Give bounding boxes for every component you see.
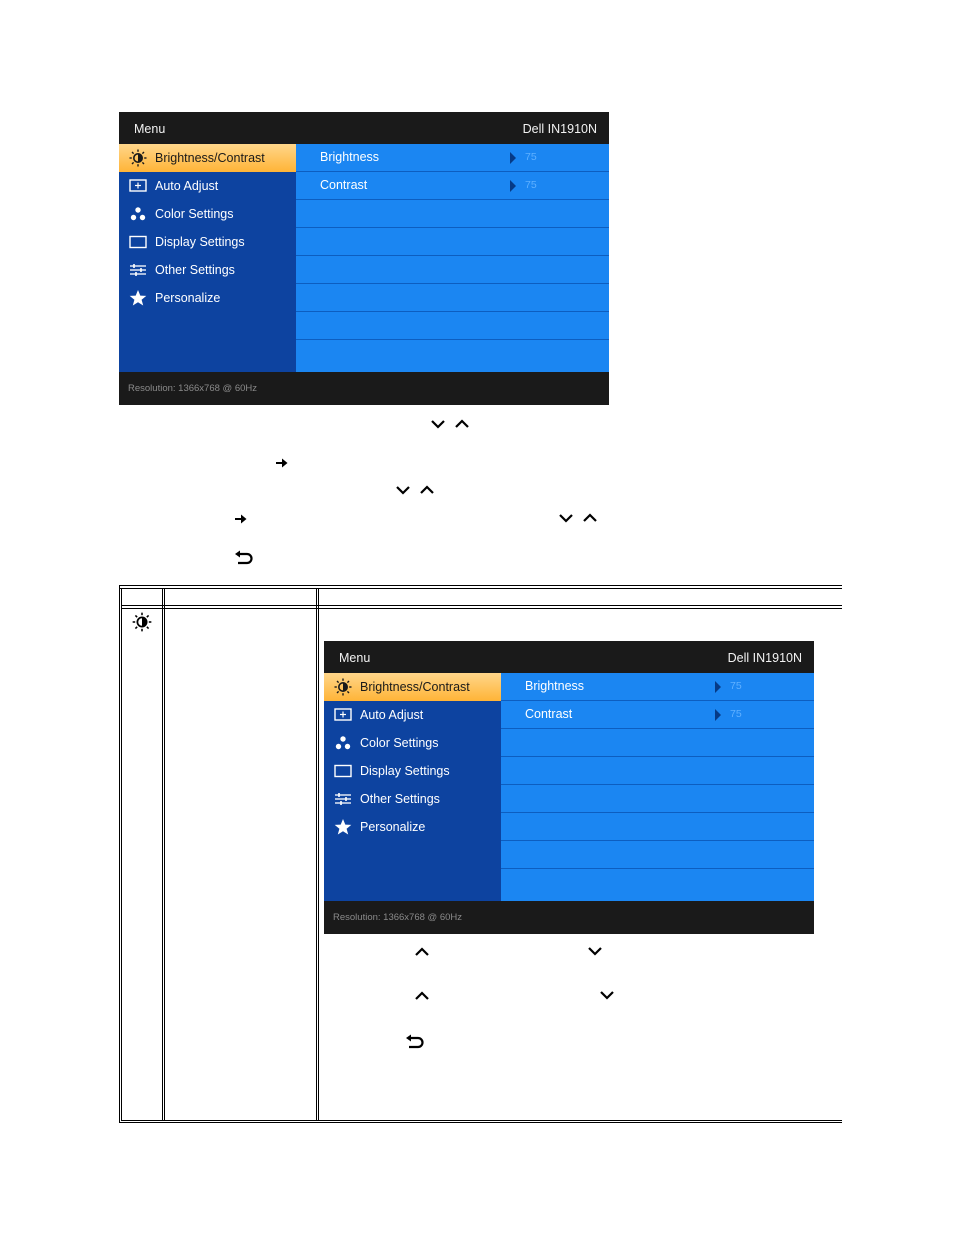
triangle-right-icon xyxy=(715,681,721,693)
submenu-row-empty xyxy=(501,757,814,785)
back-icon xyxy=(405,1034,425,1052)
chevron-down-icon xyxy=(430,416,446,432)
chevron-down-icon xyxy=(395,482,411,498)
submenu-row-contrast[interactable] xyxy=(501,701,814,729)
osd-menu-screenshot-1 xyxy=(119,112,609,405)
menu-item-auto-adjust[interactable] xyxy=(324,701,501,729)
auto-adjust-icon xyxy=(128,177,148,195)
submenu-row-empty xyxy=(501,813,814,841)
submenu-label: Brightness xyxy=(525,679,585,693)
color-settings-icon xyxy=(333,734,353,752)
osd-title: Menu xyxy=(134,122,166,136)
submenu-row-empty xyxy=(296,312,609,340)
resolution-text: Resolution: 1366x768 @ 60Hz xyxy=(333,912,463,923)
display-settings-icon xyxy=(128,233,148,251)
osd-header xyxy=(324,641,814,673)
submenu-row-empty xyxy=(501,785,814,813)
other-settings-icon xyxy=(128,261,148,279)
menu-item-personalize[interactable] xyxy=(119,284,296,312)
submenu-value: 75 xyxy=(730,708,742,720)
chevron-up-icon xyxy=(454,416,470,432)
menu-item-label: Other Settings xyxy=(155,263,235,277)
menu-item-label: Auto Adjust xyxy=(360,708,424,722)
menu-item-other-settings[interactable] xyxy=(324,785,501,813)
chevron-up-icon xyxy=(414,944,430,960)
submenu-row-empty xyxy=(296,284,609,312)
auto-adjust-icon xyxy=(333,706,353,724)
menu-item-label: Display Settings xyxy=(155,235,245,249)
star-icon xyxy=(333,818,353,836)
chevron-down-icon xyxy=(599,987,615,1003)
chevron-up-icon xyxy=(582,510,598,526)
osd-model: Dell IN1910N xyxy=(727,651,802,665)
arrow-right-icon xyxy=(233,511,249,527)
submenu-row-empty xyxy=(296,200,609,228)
osd-footer xyxy=(324,901,814,934)
submenu-label: Contrast xyxy=(525,707,573,721)
other-settings-icon xyxy=(333,790,353,808)
menu-item-display-settings[interactable] xyxy=(119,228,296,256)
menu-item-label: Other Settings xyxy=(360,792,440,806)
submenu-row-empty xyxy=(501,729,814,757)
menu-item-personalize[interactable] xyxy=(324,813,501,841)
arrow-right-icon xyxy=(274,455,290,471)
submenu-row-brightness[interactable] xyxy=(296,144,609,172)
osd-menu-screenshot-2 xyxy=(324,641,814,934)
submenu-value: 75 xyxy=(525,151,537,163)
menu-item-label: Brightness/Contrast xyxy=(155,151,265,165)
brightness-icon xyxy=(333,678,353,696)
osd-submenu xyxy=(501,673,814,901)
osd-title: Menu xyxy=(339,651,371,665)
submenu-value: 75 xyxy=(730,680,742,692)
color-settings-icon xyxy=(128,205,148,223)
submenu-label: Brightness xyxy=(320,150,380,164)
display-settings-icon xyxy=(333,762,353,780)
back-icon xyxy=(234,550,254,568)
menu-item-label: Personalize xyxy=(360,820,426,834)
triangle-right-icon xyxy=(715,709,721,721)
triangle-right-icon xyxy=(510,152,516,164)
menu-item-color-settings[interactable] xyxy=(324,729,501,757)
triangle-right-icon xyxy=(510,180,516,192)
chevron-up-icon xyxy=(419,482,435,498)
submenu-row-empty xyxy=(501,869,814,896)
osd-submenu xyxy=(296,144,609,372)
submenu-value: 75 xyxy=(525,179,537,191)
submenu-row-empty xyxy=(296,228,609,256)
resolution-text: Resolution: 1366x768 @ 60Hz xyxy=(128,383,258,394)
menu-item-label: Brightness/Contrast xyxy=(360,680,470,694)
menu-item-label: Color Settings xyxy=(360,736,439,750)
submenu-row-brightness[interactable] xyxy=(501,673,814,701)
osd-main-menu xyxy=(119,144,296,372)
menu-item-label: Auto Adjust xyxy=(155,179,219,193)
osd-header xyxy=(119,112,609,144)
menu-item-label: Color Settings xyxy=(155,207,234,221)
menu-item-color-settings[interactable] xyxy=(119,200,296,228)
menu-item-display-settings[interactable] xyxy=(324,757,501,785)
osd-main-menu xyxy=(324,673,501,901)
menu-item-label: Display Settings xyxy=(360,764,450,778)
menu-item-other-settings[interactable] xyxy=(119,256,296,284)
brightness-icon xyxy=(128,149,148,167)
submenu-row-empty xyxy=(501,841,814,869)
menu-item-brightness-contrast[interactable] xyxy=(324,673,501,701)
submenu-row-contrast[interactable] xyxy=(296,172,609,200)
submenu-row-empty xyxy=(296,256,609,284)
osd-footer xyxy=(119,372,609,405)
menu-item-label: Personalize xyxy=(155,291,221,305)
chevron-down-icon xyxy=(587,943,603,959)
submenu-row-empty xyxy=(296,340,609,367)
submenu-label: Contrast xyxy=(320,178,368,192)
brightness-icon xyxy=(131,612,153,632)
menu-item-auto-adjust[interactable] xyxy=(119,172,296,200)
osd-model: Dell IN1910N xyxy=(522,122,597,136)
menu-item-brightness-contrast[interactable] xyxy=(119,144,296,172)
chevron-down-icon xyxy=(558,510,574,526)
chevron-up-icon xyxy=(414,988,430,1004)
star-icon xyxy=(128,289,148,307)
